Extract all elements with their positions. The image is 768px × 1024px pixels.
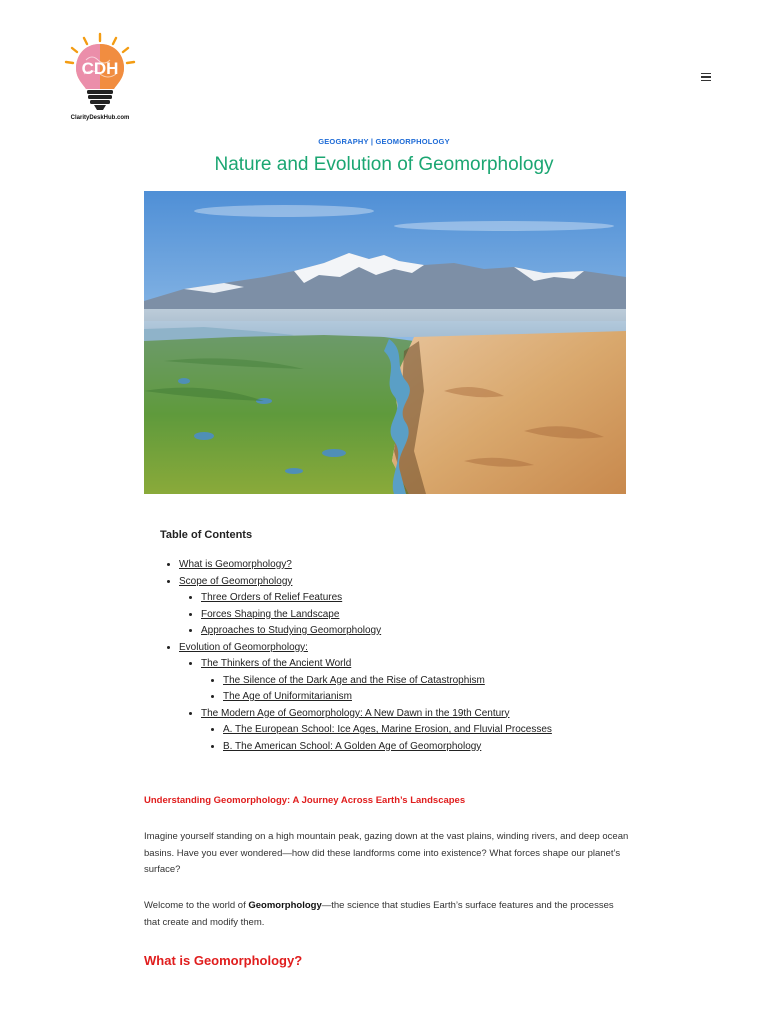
toc-link-forces[interactable]: Forces Shaping the Landscape — [201, 608, 340, 620]
toc-link-modern-age[interactable]: The Modern Age of Geomorphology: A New Dawn in the 19th Century — [201, 707, 510, 719]
toc-link-ancient-thinkers[interactable]: The Thinkers of the Ancient World — [201, 658, 352, 669]
toc-link-approaches[interactable]: Approaches to Studying Geomorphology — [201, 625, 382, 636]
toc-item — [223, 722, 620, 739]
category-link-geomorphology[interactable]: GEOMORPHOLOGY — [375, 137, 450, 146]
toc-link-european-school[interactable]: A. The European School: Ice Ages, Marine Erosion, and Fluvial Processes — [223, 724, 552, 735]
hamburger-menu-icon[interactable] — [697, 71, 715, 85]
toc-item — [179, 640, 620, 756]
logo-text: CDH — [81, 59, 119, 78]
toc-item — [179, 574, 620, 640]
toc-item — [201, 590, 620, 607]
toc-link-dark-age[interactable]: The Silence of the Dark Age and the Rise of Catastrophism — [223, 674, 485, 686]
toc-item — [201, 706, 620, 756]
welcome-bold-term: Geomorphology — [248, 900, 322, 911]
section-heading: Understanding Geomorphology: A Journey Across Earth’s Landscapes — [144, 795, 466, 806]
toc-link-evolution[interactable]: Evolution of Geomorphology: — [179, 641, 308, 653]
welcome-paragraph — [144, 898, 630, 931]
category-links — [0, 137, 768, 146]
article-title: Nature and Evolution of Geomorphology — [214, 154, 554, 175]
category-separator: | — [370, 137, 374, 146]
logo-caption: ClarityDeskHub.com — [70, 115, 130, 121]
hero-image — [144, 191, 626, 494]
toc-item — [223, 739, 620, 756]
toc-link-american-school[interactable]: B. The American School: A Golden Age of Geomorphology — [223, 740, 482, 752]
toc-link-three-orders[interactable]: Three Orders of Relief Features — [201, 592, 343, 603]
toc-item — [179, 557, 620, 574]
welcome-prefix: Welcome to the world of — [144, 900, 249, 911]
toc-link-uniformitarianism[interactable]: The Age of Uniformitarianism — [223, 691, 352, 702]
welcome-suffix: —the science that studies Earth’s surface features and the processes that create and modify them. — [144, 900, 614, 928]
toc-link-what-is-geomorphology[interactable]: What is Geomorphology? — [179, 559, 292, 570]
toc-item — [201, 656, 620, 706]
intro-paragraph: Imagine yourself standing on a high mountain peak, gazing down at the vast plains, winding rivers, and deep ocean basins. Have you ever wondered—how did these landforms come into existence? What forces shape our planet’s surface? — [144, 831, 629, 875]
toc-item — [201, 607, 620, 624]
toc-item — [201, 623, 620, 640]
toc-item — [223, 689, 620, 706]
table-of-contents — [160, 529, 620, 755]
site-header — [0, 0, 768, 130]
landscape-image — [144, 191, 626, 494]
site-logo[interactable] — [56, 32, 144, 124]
toc-title: Table of Contents — [160, 529, 253, 541]
toc-link-scope[interactable]: Scope of Geomorphology — [179, 575, 293, 587]
what-is-heading: What is Geomorphology? — [144, 953, 303, 968]
category-link-geography[interactable]: GEOGRAPHY — [318, 137, 369, 146]
toc-item — [223, 673, 620, 690]
lightbulb-logo-icon — [56, 32, 144, 116]
